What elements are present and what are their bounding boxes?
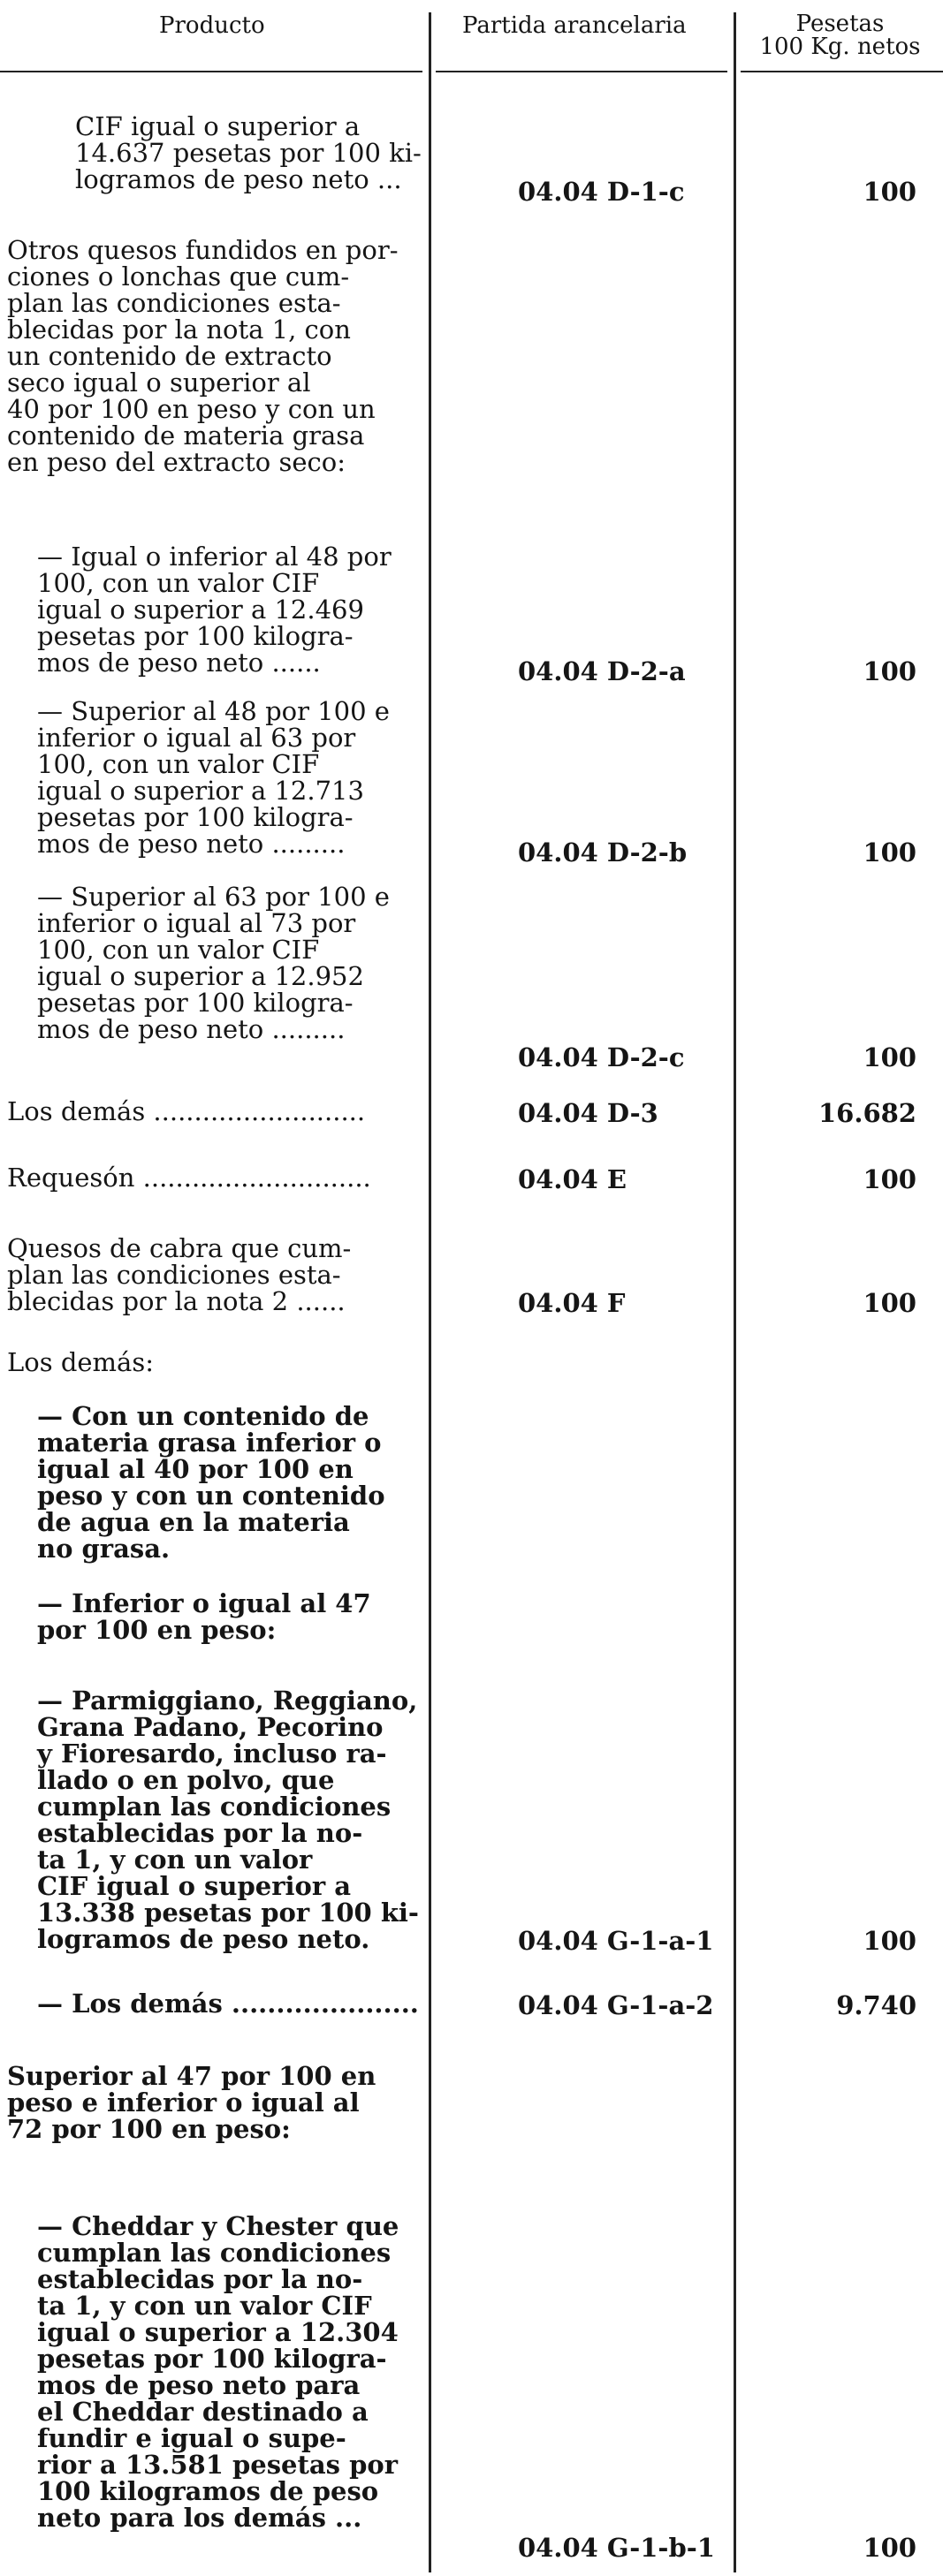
value-pesetas: 100 bbox=[863, 1288, 916, 1318]
tariff-code: 04.04 D-2-a bbox=[518, 656, 686, 686]
column-divider-2 bbox=[734, 12, 736, 2572]
product-description: — Con un contenido de materia grasa inferior o igual al 40 por 100 en peso y con un contenido de agua en la materia no grasa. bbox=[37, 1401, 385, 1564]
header-product: Producto bbox=[159, 12, 265, 39]
tariff-code: 04.04 D-1-c bbox=[518, 177, 685, 207]
header-rule-partida bbox=[436, 71, 727, 72]
tariff-code: 04.04 E bbox=[518, 1164, 627, 1194]
product-description: — Superior al 63 por 100 e inferior o igual al 73 por 100, con un valor CIF igual o superior a 12.952 pesetas por 100 kilogra- mos de peso neto ......... bbox=[37, 882, 390, 1044]
product-description: — Cheddar y Chester que cumplan las condiciones establecidas por la no- ta 1, y con un valor CIF igual o superior a 12.304 pesetas por 100 kilogra- mos de peso neto para el Cheddar destinado a fundir e igual o supe- rior a 13.581 pesetas por 100 kilogramos de peso neto para los demás ... bbox=[37, 2211, 399, 2533]
product-description: Superior al 47 por 100 en peso e inferior o igual al 72 por 100 en peso: bbox=[7, 2061, 376, 2144]
value-pesetas: 9.740 bbox=[836, 1990, 916, 2020]
product-description: — Igual o inferior al 48 por 100, con un valor CIF igual o superior a 12.469 pesetas por 100 kilogra- mos de peso neto ...... bbox=[37, 542, 392, 678]
tariff-code: 04.04 D-3 bbox=[518, 1098, 658, 1128]
product-description: Quesos de cabra que cum- plan las condiciones esta- blecidas por la nota 2 ...... bbox=[7, 1233, 352, 1316]
table-header bbox=[0, 0, 943, 72]
header-rule-product bbox=[0, 71, 422, 72]
header-pesetas-line1: Pesetas bbox=[795, 11, 885, 37]
header-pesetas-line2: 100 Kg. netos bbox=[759, 34, 921, 60]
column-divider-1 bbox=[429, 12, 431, 2572]
value-pesetas: 100 bbox=[863, 177, 916, 207]
header-partida: Partida arancelaria bbox=[462, 12, 687, 39]
value-pesetas: 16.682 bbox=[818, 1098, 916, 1128]
header-rule-pesetas bbox=[741, 71, 943, 72]
value-pesetas: 100 bbox=[863, 2533, 916, 2563]
tariff-code: 04.04 F bbox=[518, 1288, 626, 1318]
tariff-code: 04.04 G-1-a-1 bbox=[518, 1926, 714, 1956]
product-description: Los demás: bbox=[7, 1347, 154, 1377]
product-description: Requesón ............................ bbox=[7, 1163, 371, 1193]
product-description: CIF igual o superior a 14.637 pesetas por 100 ki- logramos de peso neto ... bbox=[75, 111, 422, 194]
product-description: Los demás .......................... bbox=[7, 1096, 366, 1126]
product-description: — Los demás ..................... bbox=[37, 1989, 419, 2019]
product-description: Otros quesos fundidos en por- ciones o lonchas que cum- plan las condiciones esta- blecidas por la nota 1, con un contenido de extracto seco igual o superior al 40 por 100 en peso y con un contenido de materia grasa en peso del extracto seco: bbox=[7, 235, 399, 477]
tariff-code: 04.04 D-2-b bbox=[518, 837, 688, 868]
value-pesetas: 100 bbox=[863, 1042, 916, 1072]
value-pesetas: 100 bbox=[863, 1164, 916, 1194]
value-pesetas: 100 bbox=[863, 837, 916, 868]
product-description: — Superior al 48 por 100 e inferior o igual al 63 por 100, con un valor CIF igual o superior a 12.713 pesetas por 100 kilogra- mos de peso neto ......... bbox=[37, 696, 390, 859]
product-description: — Parmiggiano, Reggiano, Grana Padano, Pecorino y Fioresardo, incluso ra- llado o en polvo, que cumplan las condiciones establecidas por la no- ta 1, y con un valor CIF igual o superior a 13.338 pesetas por 100 ki- logramos de peso neto. bbox=[37, 1686, 419, 1954]
product-description: — Inferior o igual al 47 por 100 en peso: bbox=[37, 1588, 371, 1645]
value-pesetas: 100 bbox=[863, 1926, 916, 1956]
header-pesetas bbox=[741, 12, 939, 58]
value-pesetas: 100 bbox=[863, 656, 916, 686]
tariff-code: 04.04 G-1-a-2 bbox=[518, 1990, 714, 2020]
tariff-code: 04.04 D-2-c bbox=[518, 1042, 685, 1072]
tariff-code: 04.04 G-1-b-1 bbox=[518, 2533, 715, 2563]
